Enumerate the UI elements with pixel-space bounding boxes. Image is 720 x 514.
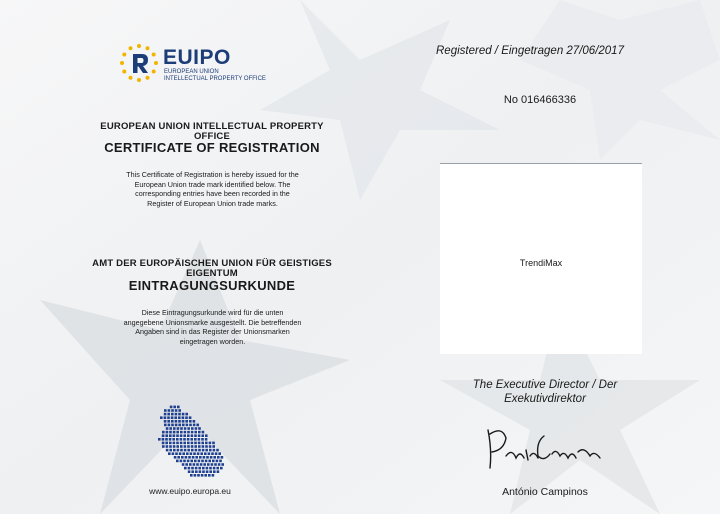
map-dot	[202, 431, 205, 434]
map-dot	[194, 434, 197, 437]
map-dot	[188, 456, 191, 459]
map-dot	[204, 474, 207, 477]
map-dot	[187, 445, 190, 448]
map-dot	[191, 427, 194, 430]
office-name-de-line1: AMT DER EUROPÄISCHEN UNION FÜR GEISTIGES	[92, 258, 332, 269]
map-dot	[220, 467, 223, 470]
map-dot	[180, 442, 183, 445]
body-en-line4: Register of European Union trade marks.	[147, 198, 278, 208]
map-dot	[162, 431, 165, 434]
map-dot	[175, 420, 178, 423]
map-dot	[169, 445, 172, 448]
map-dot	[201, 442, 204, 445]
map-dot	[206, 467, 209, 470]
map-dot	[164, 413, 167, 416]
map-dot	[186, 452, 189, 455]
map-dot	[213, 467, 216, 470]
map-dot	[171, 416, 174, 419]
map-dot	[176, 434, 179, 437]
map-dot	[189, 463, 192, 466]
office-name-de-line2: EIGENTUM	[186, 268, 238, 279]
map-dot	[192, 456, 195, 459]
map-dot	[177, 449, 180, 452]
office-name-de	[72, 259, 352, 279]
map-dot	[207, 463, 210, 466]
map-dot	[212, 460, 215, 463]
map-dot	[171, 409, 174, 412]
map-dot	[175, 413, 178, 416]
body-de-line3: Angaben sind in das Register der Unionsmarken	[135, 327, 290, 336]
map-dot	[160, 416, 163, 419]
map-dot	[195, 449, 198, 452]
map-dot	[166, 431, 169, 434]
map-dot	[162, 445, 165, 448]
map-dot	[209, 467, 212, 470]
map-dot	[193, 463, 196, 466]
map-dot	[205, 449, 208, 452]
map-dot	[198, 427, 201, 430]
map-dot	[172, 438, 175, 441]
map-dot	[198, 431, 201, 434]
map-dot	[165, 438, 168, 441]
map-dot	[176, 431, 179, 434]
map-dot	[180, 427, 183, 430]
body-de-line2: angegebene Unionsmarke ausgestellt. Die betreffenden	[123, 317, 302, 327]
map-dot	[180, 449, 183, 452]
map-dot	[178, 424, 181, 427]
trademark-name: TrendiMax	[519, 258, 563, 268]
body-de-line1: Diese Eintragungsurkunde wird für die unten	[141, 308, 284, 317]
map-dot	[213, 449, 216, 452]
map-dot	[191, 445, 194, 448]
euipo-logo	[118, 42, 318, 86]
map-dot	[187, 460, 190, 463]
map-dot	[176, 438, 179, 441]
map-dot	[177, 406, 180, 409]
map-dot	[209, 442, 212, 445]
map-dot	[164, 416, 167, 419]
map-dot	[169, 442, 172, 445]
map-dot	[185, 413, 188, 416]
certificate-body-de	[105, 308, 320, 346]
map-dot	[198, 445, 201, 448]
map-dot	[191, 431, 194, 434]
map-dot	[174, 456, 177, 459]
map-dot	[202, 470, 205, 473]
map-dot	[162, 442, 165, 445]
map-dot	[182, 420, 185, 423]
map-dot	[183, 460, 186, 463]
map-dot	[188, 467, 191, 470]
map-dot	[203, 456, 206, 459]
map-dot	[168, 452, 171, 455]
director-title-line1: The Executive Director / Der	[472, 379, 618, 391]
map-dot	[179, 452, 182, 455]
map-dot	[200, 452, 203, 455]
map-dot	[180, 460, 183, 463]
map-dot	[206, 456, 209, 459]
map-dot	[187, 427, 190, 430]
map-dot	[189, 424, 192, 427]
map-dot	[213, 470, 216, 473]
body-de-line4: eingetragen worden.	[179, 336, 246, 346]
certificate-title-en: CERTIFICATE OF REGISTRATION	[104, 140, 320, 155]
certificate-body-en	[105, 170, 320, 208]
office-name-en	[72, 122, 352, 142]
map-dot	[194, 442, 197, 445]
map-dot	[196, 463, 199, 466]
map-dot	[182, 413, 185, 416]
certificate-title-de: EINTRAGUNGSURKUNDE	[128, 278, 296, 293]
map-dot	[173, 431, 176, 434]
map-dot	[187, 442, 190, 445]
map-dot	[180, 431, 183, 434]
map-dot	[165, 442, 168, 445]
body-en-line3: corresponding entries have been recorded in the	[135, 189, 290, 198]
map-dot	[194, 431, 197, 434]
map-dot	[215, 452, 218, 455]
map-dot	[198, 449, 201, 452]
map-dot	[165, 434, 168, 437]
map-dot	[185, 463, 188, 466]
map-dot	[178, 420, 181, 423]
map-dot	[211, 463, 214, 466]
map-dot	[202, 467, 205, 470]
map-dot	[219, 460, 222, 463]
map-dot	[221, 463, 224, 466]
director-title	[445, 378, 645, 406]
logo-subtitle-line2: INTELLECTUAL PROPERTY OFFICE	[164, 76, 266, 82]
map-dot	[212, 474, 215, 477]
map-dot	[177, 456, 180, 459]
map-dot	[187, 449, 190, 452]
map-dot	[217, 456, 220, 459]
map-dot	[189, 416, 192, 419]
map-dot	[216, 460, 219, 463]
map-dot	[176, 460, 179, 463]
map-dot	[201, 438, 204, 441]
map-dot	[164, 420, 167, 423]
map-dot	[205, 438, 208, 441]
map-dot	[202, 449, 205, 452]
map-dot	[183, 434, 186, 437]
map-dot	[188, 470, 191, 473]
map-dot	[184, 427, 187, 430]
map-dot	[162, 438, 165, 441]
map-dot	[185, 456, 188, 459]
map-dot	[169, 434, 172, 437]
map-dot	[195, 467, 198, 470]
map-dot	[190, 474, 193, 477]
map-dot	[214, 463, 217, 466]
map-dot	[221, 456, 224, 459]
map-dot	[216, 467, 219, 470]
map-dot	[195, 427, 198, 430]
map-dot	[213, 456, 216, 459]
map-dot	[209, 445, 212, 448]
map-dot	[195, 470, 198, 473]
website-link[interactable]: www.euipo.europa.eu	[149, 486, 231, 496]
map-dot	[201, 474, 204, 477]
logo-subtitle	[164, 69, 334, 83]
map-dot	[178, 413, 181, 416]
map-dot	[172, 452, 175, 455]
map-dot	[180, 445, 183, 448]
map-dot	[173, 442, 176, 445]
map-dot	[158, 438, 161, 441]
map-dot	[183, 442, 186, 445]
map-dot	[201, 434, 204, 437]
map-dot	[190, 452, 193, 455]
map-dot	[217, 470, 220, 473]
map-dot	[218, 463, 221, 466]
map-dot	[191, 470, 194, 473]
map-dot	[191, 442, 194, 445]
map-dot	[171, 413, 174, 416]
map-dot	[208, 452, 211, 455]
body-en-line1: This Certificate of Registration is hereby issued for the	[126, 170, 299, 179]
map-dot	[166, 449, 169, 452]
map-dot	[177, 427, 180, 430]
registration-date: Registered / Eingetragen 27/06/2017	[436, 45, 624, 57]
map-dot	[187, 438, 190, 441]
map-dot	[170, 406, 173, 409]
map-dot	[176, 442, 179, 445]
map-dot	[176, 445, 179, 448]
map-dot	[175, 452, 178, 455]
map-dot	[216, 449, 219, 452]
map-dot	[183, 438, 186, 441]
map-dot	[205, 460, 208, 463]
map-dot	[212, 445, 215, 448]
map-dot	[178, 409, 181, 412]
map-dot	[191, 449, 194, 452]
map-dot	[167, 420, 170, 423]
map-dot	[189, 420, 192, 423]
map-dot	[184, 449, 187, 452]
map-dot	[193, 424, 196, 427]
map-dot	[197, 452, 200, 455]
map-dot	[194, 438, 197, 441]
map-dot	[173, 434, 176, 437]
map-dot	[191, 467, 194, 470]
logo-name: EUIPO	[163, 46, 231, 69]
map-dot	[198, 434, 201, 437]
map-dot	[168, 409, 171, 412]
map-dot	[198, 467, 201, 470]
map-dot	[204, 452, 207, 455]
map-dot	[173, 449, 176, 452]
map-dot	[200, 463, 203, 466]
map-dot	[169, 427, 172, 430]
map-dot	[209, 449, 212, 452]
map-dot	[198, 438, 201, 441]
map-dot	[208, 460, 211, 463]
map-dot	[194, 445, 197, 448]
map-dot	[182, 424, 185, 427]
map-dot	[169, 431, 172, 434]
map-dot	[167, 416, 170, 419]
map-dot	[212, 442, 215, 445]
map-dot	[197, 474, 200, 477]
trademark-box	[440, 163, 642, 354]
map-dot	[218, 452, 221, 455]
map-dot	[208, 474, 211, 477]
map-dot	[193, 420, 196, 423]
map-dot	[173, 427, 176, 430]
map-dot	[205, 442, 208, 445]
euipo-emblem-icon	[118, 42, 160, 84]
europe-map-icon	[150, 398, 230, 478]
office-name-en-line2: OFFICE	[193, 131, 231, 142]
map-dot	[198, 460, 201, 463]
map-dot	[184, 467, 187, 470]
map-dot	[187, 434, 190, 437]
director-signature	[480, 420, 610, 475]
map-dot	[164, 409, 167, 412]
map-dot	[175, 409, 178, 412]
map-dot	[167, 413, 170, 416]
map-dot	[166, 427, 169, 430]
director-name: António Campinos	[502, 486, 588, 498]
map-dot	[206, 470, 209, 473]
map-dot	[194, 460, 197, 463]
map-dot	[199, 470, 202, 473]
map-dot	[178, 416, 181, 419]
map-dot	[164, 424, 167, 427]
map-dot	[166, 445, 169, 448]
map-dot	[185, 416, 188, 419]
map-dot	[210, 456, 213, 459]
registration-number: No 016466336	[503, 94, 577, 106]
map-dot	[182, 416, 185, 419]
map-dot	[184, 445, 187, 448]
map-dot	[169, 438, 172, 441]
map-dot	[181, 456, 184, 459]
map-dot	[205, 434, 208, 437]
map-dot	[205, 445, 208, 448]
map-dot	[187, 431, 190, 434]
map-dot	[199, 456, 202, 459]
map-dot	[173, 445, 176, 448]
map-dot	[168, 424, 171, 427]
logo-subtitle-line1: EUROPEAN UNION	[164, 69, 219, 75]
map-dot	[209, 470, 212, 473]
map-dot	[191, 434, 194, 437]
map-dot	[194, 474, 197, 477]
map-dot	[180, 434, 183, 437]
map-dot	[180, 438, 183, 441]
map-dot	[196, 424, 199, 427]
map-dot	[182, 463, 185, 466]
map-dot	[203, 463, 206, 466]
map-dot	[171, 420, 174, 423]
office-name-en-line1: EUROPEAN UNION INTELLECTUAL PROPERTY	[100, 121, 324, 132]
map-dot	[171, 424, 174, 427]
map-dot	[162, 434, 165, 437]
map-dot	[195, 456, 198, 459]
map-dot	[211, 452, 214, 455]
map-dot	[190, 460, 193, 463]
map-dot	[184, 431, 187, 434]
director-title-line2: Exekutivdirektor	[504, 393, 586, 405]
map-dot	[202, 445, 205, 448]
map-dot	[190, 438, 193, 441]
map-dot	[185, 420, 188, 423]
map-dot	[173, 406, 176, 409]
map-dot	[198, 442, 201, 445]
map-dot	[182, 452, 185, 455]
map-dot	[186, 424, 189, 427]
map-dot	[175, 424, 178, 427]
body-en-line2: European Union trade mark identified below. The	[134, 179, 291, 189]
map-dot	[201, 460, 204, 463]
map-dot	[193, 452, 196, 455]
map-dot	[174, 416, 177, 419]
map-dot	[169, 449, 172, 452]
